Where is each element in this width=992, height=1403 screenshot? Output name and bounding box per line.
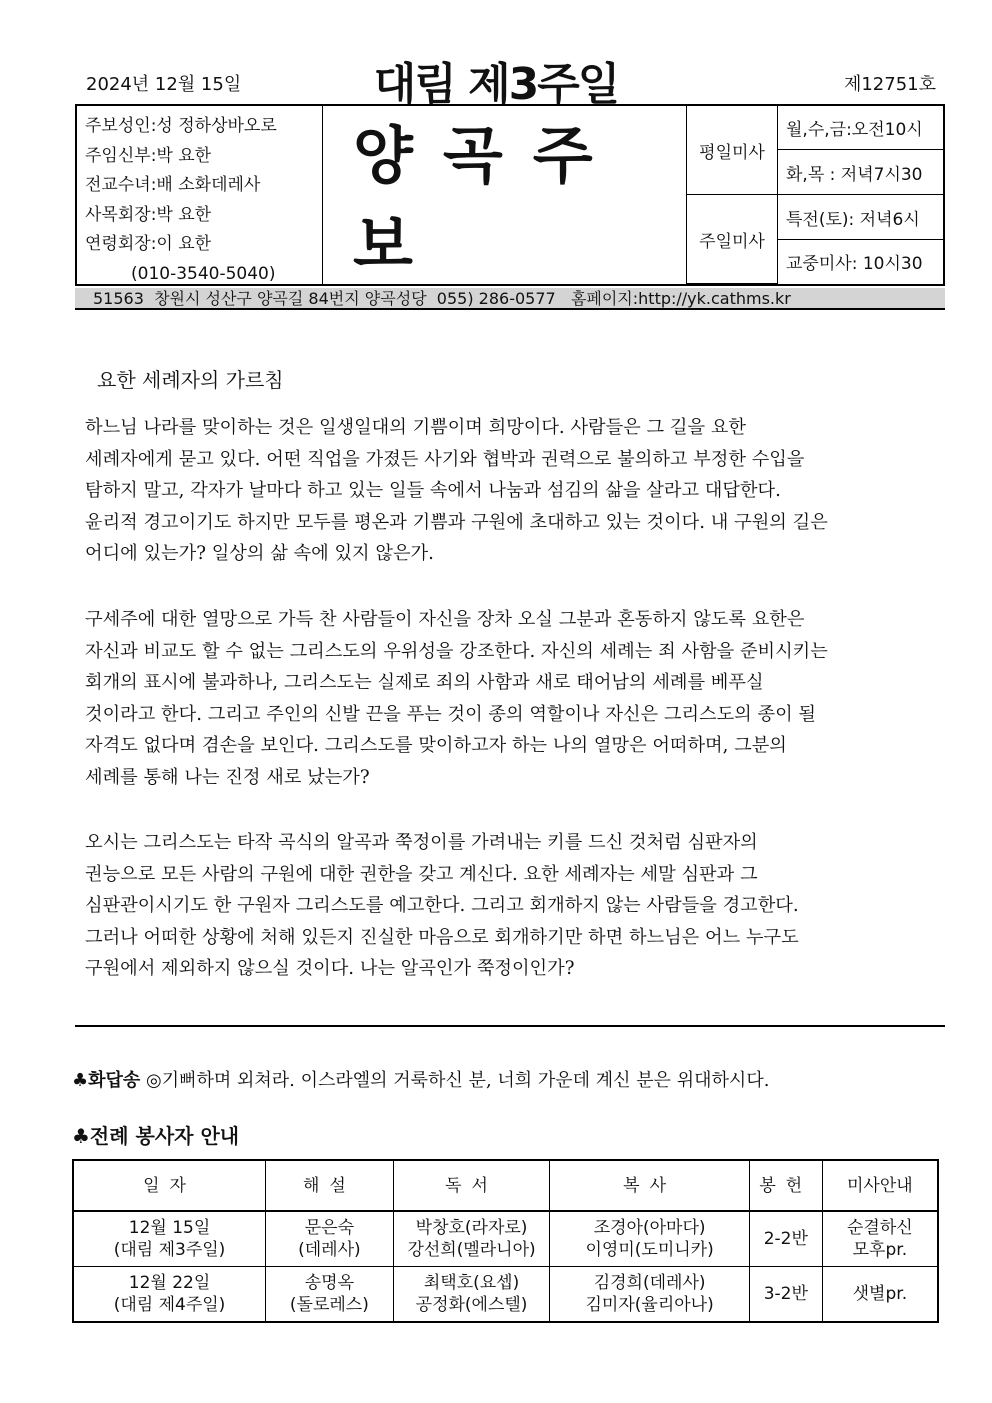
servers-title: ♣전례 봉사자 안내 <box>72 1124 240 1148</box>
officer-council-president: 사목회장:박 요한 <box>85 204 212 225</box>
bulletin-date: 2024년 12월 15일 <box>86 74 242 95</box>
offering-cell: 3-2반 <box>749 1267 822 1323</box>
date-cell: 12월 22일 (대림 제4주일) <box>73 1267 266 1323</box>
psalm-label: ♣화답송 <box>72 1070 141 1091</box>
paragraph-line: 권능으로 모든 사람의 구원에 대한 권한을 갖고 계신다. 요한 세례자는 세말 심판과 그 <box>85 863 758 885</box>
column-header-commentary: 해설 <box>266 1160 394 1211</box>
servers-table <box>72 1159 939 1323</box>
table-row <box>73 1211 938 1267</box>
section-divider <box>75 1025 945 1027</box>
address-bar: 51563 창원시 성산구 양곡길 84번지 양곡성당 055) 286-0577 홈페이지:http://yk.cathms.kr <box>75 288 945 310</box>
sunday-mass-time: 특전(토): 저녁6시 <box>778 195 944 240</box>
column-header-notice: 미사안내 <box>822 1160 938 1211</box>
weekday-mass-time: 월,수,금:오전10시 <box>778 106 944 150</box>
paragraph-line: 심판관이시기도 한 구원자 그리스도를 예고한다. 그리고 회개하지 않는 사람들을 경고한다. <box>85 895 799 916</box>
officer-patron: 주보성인:성 정하상바오로 <box>85 116 277 136</box>
date-cell: 12월 15일 (대림 제3주일) <box>73 1211 266 1267</box>
altar-cell: 김경희(데레사) 김미자(율리아나) <box>550 1267 750 1323</box>
offering-cell: 2-2반 <box>749 1211 822 1267</box>
page-title: 대림 제3주일 <box>373 59 619 110</box>
responsorial-psalm <box>72 1066 769 1092</box>
column-header-offering: 봉헌 <box>749 1160 822 1211</box>
paragraph-line: 구원에서 제외하지 않으실 것이다. 나는 알곡인가 쭉정이인가? <box>85 958 575 979</box>
sunday-mass-time: 교중미사: 10시30 <box>778 240 944 284</box>
paragraph-line: 것이라고 한다. 그리고 주인의 신발 끈을 푸는 것이 종의 역할이나 자신은 그리스도의 종이 될 <box>85 703 816 725</box>
notice-cell: 순결하신 모후pr. <box>822 1211 938 1267</box>
issue-number: 제12751호 <box>843 74 936 95</box>
masthead-box <box>75 104 945 286</box>
paragraph-line: 세례를 통해 나는 진정 새로 났는가? <box>85 766 370 788</box>
article-paragraph <box>85 604 940 793</box>
paragraph-line: 회개의 표시에 불과하나, 그리스도는 실제로 죄의 사함과 새로 태어남의 세례를 베푸실 <box>85 672 764 693</box>
notice-cell: 샛별pr. <box>822 1267 938 1323</box>
reading-cell: 박창호(라자로) 강선희(멜라니아) <box>393 1211 550 1267</box>
reading-cell: 최택호(요셉) 공정화(에스텔) <box>393 1267 550 1323</box>
altar-cell: 조경아(아마다) 이영미(도미니카) <box>550 1211 750 1267</box>
commentary-cell: 문은숙 (데레사) <box>266 1211 394 1267</box>
article-title: 요한 세례자의 가르침 <box>97 368 284 392</box>
paragraph-line: 자격도 없다며 겸손을 보인다. 그리스도를 맞이하고자 하는 나의 열망은 어떠하며, 그분의 <box>85 735 787 756</box>
psalm-text: ◎기뻐하며 외쳐라. 이스라엘의 거룩하신 분, 너희 가운데 계신 분은 위대하시다. <box>140 1070 770 1091</box>
paragraph-line: 하느님 나라를 맞이하는 것은 일생일대의 기쁨이며 희망이다. 사람들은 그 길을 요한 <box>85 417 746 438</box>
officer-pastor: 주임신부:박 요한 <box>85 145 212 166</box>
weekday-mass-label: 평일미사 <box>687 106 778 195</box>
paper-name: 양곡주보 <box>323 106 687 284</box>
paragraph-line: 세례자에게 묻고 있다. 어떤 직업을 가졌든 사기와 협박과 권력으로 불의하고 부정한 수입을 <box>85 448 805 470</box>
paragraph-line: 오시는 그리스도는 타작 곡식의 알곡과 쭉정이를 가려내는 키를 드신 것처럼 심판자의 <box>85 832 758 853</box>
paragraph-line: 어디에 있는가? 일상의 삶 속에 있지 않은가. <box>85 543 434 564</box>
officer-funeral-president: 연령회장:이 요한 <box>85 234 212 254</box>
paragraph-line: 그러나 어떠한 상황에 처해 있든지 진실한 마음으로 회개하기만 하면 하느님은 어느 누구도 <box>85 926 799 948</box>
table-row <box>73 1267 938 1323</box>
column-header-date: 일자 <box>73 1160 266 1211</box>
officer-phone: (010-3540-5040) <box>131 263 276 284</box>
paragraph-line: 윤리적 경고이기도 하지만 모두를 평온과 기쁨과 구원에 초대하고 있는 것이다. 내 구원의 길은 <box>85 511 828 533</box>
weekday-mass-time: 화,목 : 저녁7시30 <box>778 150 944 195</box>
paragraph-line: 탐하지 말고, 각자가 날마다 하고 있는 일들 속에서 나눔과 섬김의 삶을 살라고 대답한다. <box>85 480 781 501</box>
paragraph-line: 자신과 비교도 할 수 없는 그리스도의 우위성을 강조한다. 자신의 세례는 죄 사함을 준비시키는 <box>85 640 828 662</box>
mass-schedule <box>687 106 943 284</box>
officers-list <box>77 106 323 284</box>
article-paragraph <box>85 412 940 570</box>
article-paragraph <box>85 827 940 985</box>
officer-sister: 전교수녀:배 소화데레사 <box>85 175 261 195</box>
column-header-altar: 복사 <box>550 1160 750 1211</box>
paragraph-line: 구세주에 대한 열망으로 가득 찬 사람들이 자신을 장차 오실 그분과 혼동하지 않도록 요한은 <box>85 609 805 630</box>
commentary-cell: 송명옥 (돌로레스) <box>266 1267 394 1323</box>
column-header-reading: 독서 <box>393 1160 550 1211</box>
sunday-mass-label: 주일미사 <box>687 195 778 284</box>
